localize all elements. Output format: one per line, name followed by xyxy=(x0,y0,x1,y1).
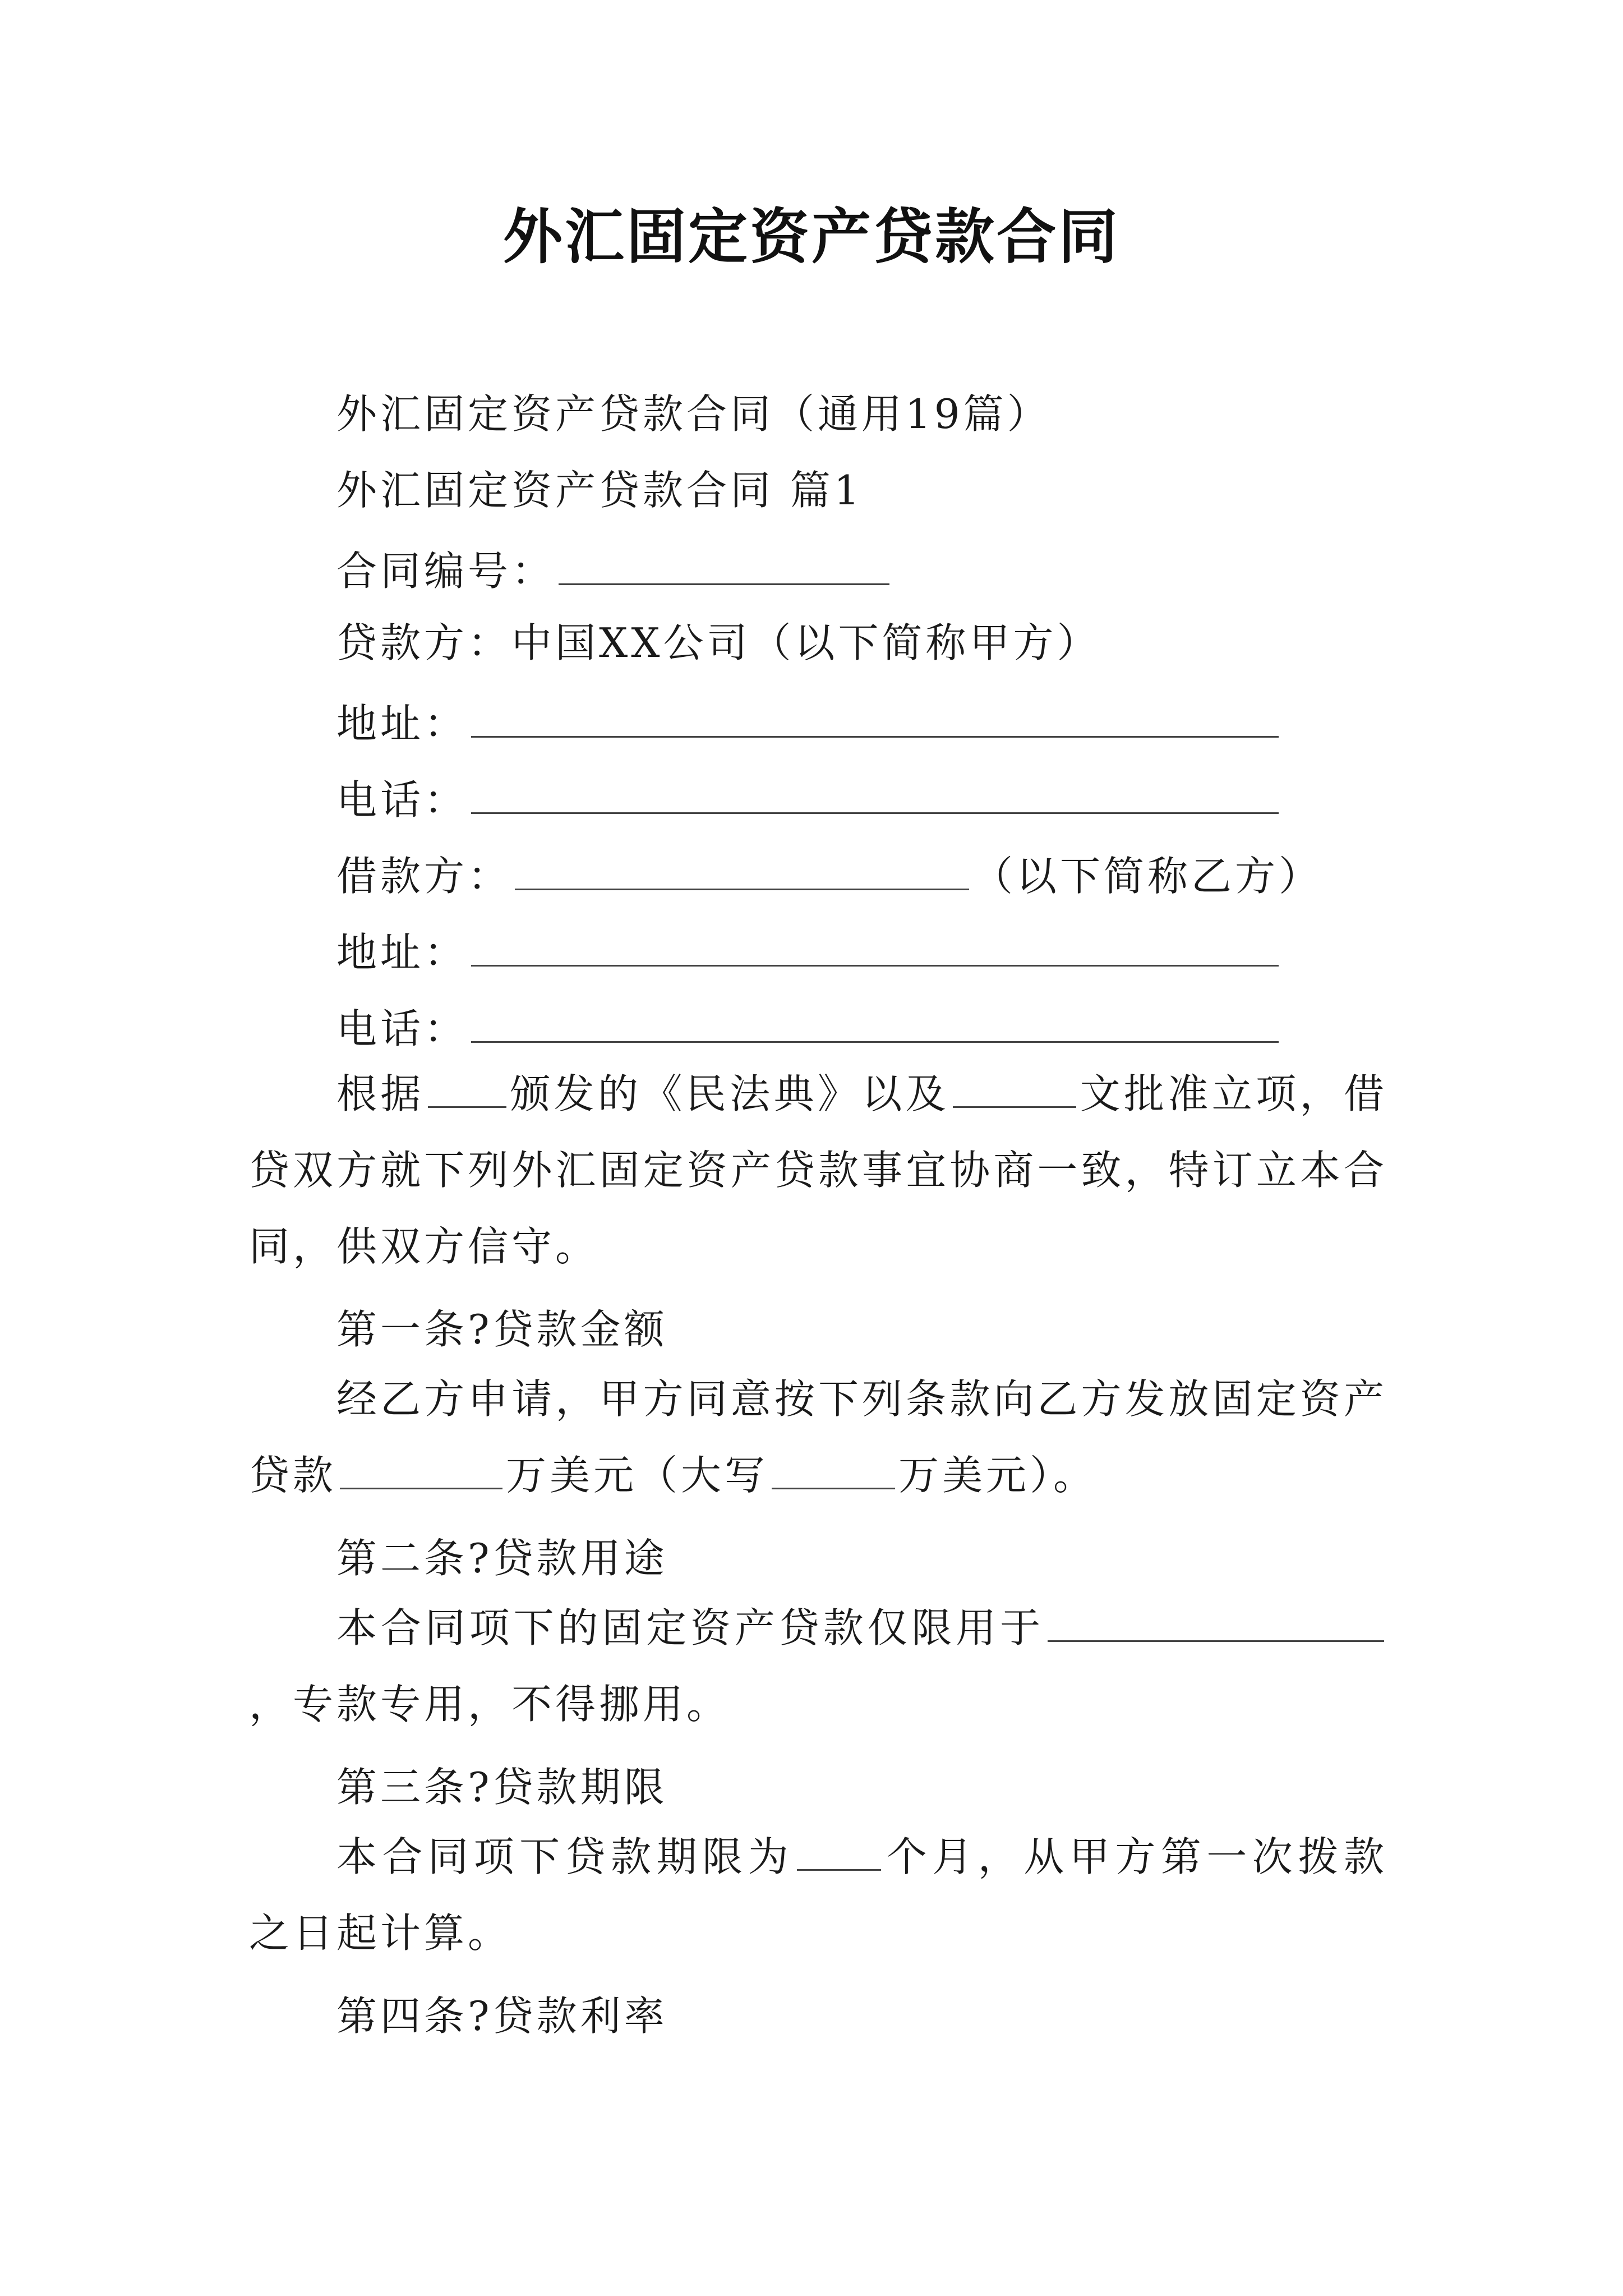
loan-amount-words-blank xyxy=(772,1443,895,1489)
article1-heading: 第一条?贷款金额 xyxy=(336,1306,668,1353)
lender-label: 贷款方： xyxy=(336,619,512,666)
article1-text-2: 万美元（大写 xyxy=(506,1452,769,1499)
borrower-label: 借款方： xyxy=(336,853,512,900)
borrower-address-label: 地址： xyxy=(336,929,468,976)
basis-text-1: 根据 xyxy=(336,1070,425,1117)
article3-paragraph xyxy=(249,1819,1387,1971)
borrower-phone-label: 电话： xyxy=(336,1005,468,1052)
article1-paragraph xyxy=(249,1361,1387,1513)
article2-heading: 第二条?贷款用途 xyxy=(336,1535,668,1582)
basis-approval-blank xyxy=(953,1061,1076,1108)
article2-text-2: ，专款专用，不得挪用。 xyxy=(249,1681,731,1728)
document-subtitle: 外汇固定资产贷款合同（通用19篇） xyxy=(336,390,1051,438)
borrower-address-row xyxy=(336,920,1282,981)
borrower-row xyxy=(336,844,1322,904)
basis-paragraph xyxy=(249,1056,1387,1285)
loan-amount-blank xyxy=(340,1443,502,1489)
loan-term-blank xyxy=(797,1824,881,1871)
borrower-suffix: （以下简称乙方） xyxy=(972,853,1323,900)
article3-text-1: 本合同项下贷款期限为 xyxy=(336,1833,794,1880)
lender-address-blank xyxy=(471,691,1279,738)
article2-text-1: 本合同项下的固定资产贷款仅限用于 xyxy=(336,1604,1044,1651)
document-title: 外汇固定资产贷款合同 xyxy=(503,201,1120,272)
lender-row xyxy=(336,615,1101,671)
article4-heading: 第四条?贷款利率 xyxy=(336,1993,668,2040)
basis-text-2: 颁发的《民法典》以及 xyxy=(509,1070,950,1117)
lender-phone-label: 电话： xyxy=(336,776,468,823)
borrower-name-blank xyxy=(515,844,969,890)
basis-text-3: 文批准立项，借贷双方就下列外汇固定资产贷款事宜协商一致，特订立本合同，供双方信守。 xyxy=(249,1070,1387,1270)
contract-number-label: 合同编号： xyxy=(336,547,556,595)
borrower-phone-row xyxy=(336,996,1282,1057)
lender-value: 中国XX公司（以下简称甲方） xyxy=(511,619,1101,666)
section-heading: 外汇固定资产贷款合同 篇1 xyxy=(336,467,863,514)
basis-issuer-blank xyxy=(428,1061,506,1108)
borrower-address-blank xyxy=(471,920,1279,967)
lender-address-row xyxy=(336,691,1282,752)
lender-phone-blank xyxy=(471,767,1279,814)
contract-number-blank xyxy=(559,539,889,585)
contract-number-row xyxy=(336,539,893,599)
article1-text-3: 万美元）。 xyxy=(898,1452,1098,1499)
article3-heading: 第三条?贷款期限 xyxy=(336,1764,668,1811)
article3-text-2: 个月，从甲方第一次拨款之日起计算。 xyxy=(249,1833,1387,1957)
lender-phone-row xyxy=(336,767,1282,828)
borrower-phone-blank xyxy=(471,996,1279,1043)
loan-purpose-blank xyxy=(1048,1595,1384,1642)
lender-address-label: 地址： xyxy=(336,700,468,747)
article1-text-1: 经乙方申请，甲方同意按下列条款向乙方发放固定资产贷款 xyxy=(249,1375,1387,1499)
article2-paragraph xyxy=(249,1590,1387,1742)
